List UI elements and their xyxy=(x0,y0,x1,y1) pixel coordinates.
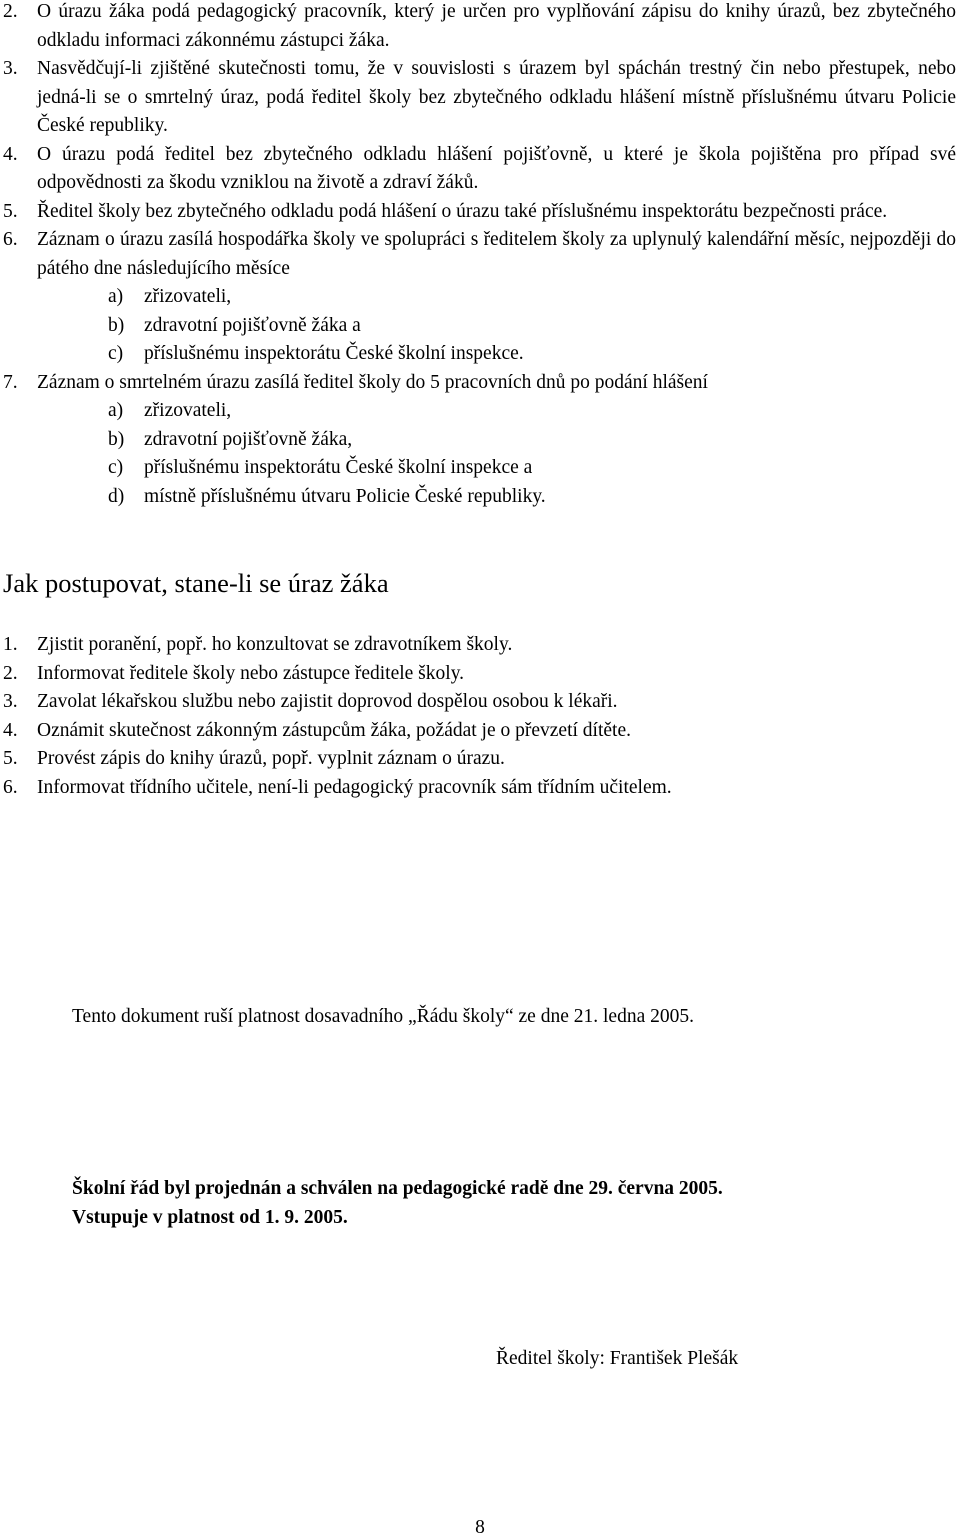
step-number: 1. xyxy=(3,634,18,655)
step-number: 3. xyxy=(3,691,18,712)
section-heading: Jak postupovat, stane-li se úraz žáka xyxy=(3,568,389,598)
rule-text: O úrazu podá ředitel bez zbytečného odkladu hlášení pojišťovně, u které je škola pojištěna pro případ své odpovědnosti za škodu vzniklou na životě a zdraví žáků. xyxy=(37,143,956,193)
subitem-letter: d) xyxy=(108,485,125,507)
approval-statement xyxy=(72,1175,723,1232)
rule-7-subitem-c xyxy=(0,454,960,483)
step-text: Zavolat lékařskou službu nebo zajistit doprovod dospělou osobou k lékaři. xyxy=(37,691,618,712)
rule-item-5 xyxy=(0,198,960,227)
subitem-text: zdravotní pojišťovně žáka a xyxy=(144,314,361,336)
step-item xyxy=(0,774,960,803)
subitem-text: zřizovateli, xyxy=(144,286,232,307)
rule-text: O úrazu žáka podá pedagogický pracovník, který je určen pro vyplňování zápisu do knihy úrazů, bez zbytečného odkladu informaci zákonnému zástupci žáka. xyxy=(37,1,956,51)
step-item xyxy=(0,717,960,746)
rule-item-7 xyxy=(0,369,960,398)
effective-date-line: Vstupuje v platnost od 1. 9. 2005. xyxy=(72,1206,348,1228)
rule-text: Nasvědčují-li zjištěné skutečnosti tomu, že v souvislosti s úrazem byl spáchán trestný čin nebo přestupek, nebo jedná-li se o smrtelný úraz, podá ředitel školy bez zbytečného odkladu hlášení místně příslušnému útvaru Policie České republiky. xyxy=(37,58,956,136)
rule-item-6 xyxy=(0,226,960,283)
step-item xyxy=(0,660,960,689)
subitem-letter: a) xyxy=(108,286,124,307)
subitem-text: zdravotní pojišťovně žáka, xyxy=(144,428,353,450)
rule-number: 3. xyxy=(3,58,18,79)
validity-note: Tento dokument ruší platnost dosavadního „Řádu školy“ ze dne 21. ledna 2005. xyxy=(72,1006,694,1027)
rule-7-subitem-b xyxy=(0,426,960,455)
steps-list xyxy=(0,631,960,802)
step-number: 6. xyxy=(3,776,18,798)
rule-number: 4. xyxy=(3,143,18,165)
subitem-letter: c) xyxy=(108,457,124,478)
step-item xyxy=(0,631,960,660)
subitem-letter: b) xyxy=(108,314,125,336)
rule-number: 7. xyxy=(3,371,18,393)
step-text: Oznámit skutečnost zákonným zástupcům žáka, požádat je o převzetí dítěte. xyxy=(37,719,631,741)
rule-item-4 xyxy=(0,141,960,198)
rule-7-subitem-d xyxy=(0,483,960,512)
step-item xyxy=(0,745,960,774)
step-text: Provést zápis do knihy úrazů, popř. vyplnit záznam o úrazu. xyxy=(37,748,505,769)
step-number: 5. xyxy=(3,748,18,769)
step-text: Informovat ředitele školy nebo zástupce ředitele školy. xyxy=(37,662,465,684)
step-item xyxy=(0,688,960,717)
rule-text: Záznam o smrtelném úrazu zasílá ředitel školy do 5 pracovních dnů po podání hlášení xyxy=(37,371,708,393)
rule-text: Záznam o úrazu zasílá hospodářka školy ve spolupráci s ředitelem školy za uplynulý kalendářní měsíc, nejpozději do pátého dne následujícího měsíce xyxy=(37,229,956,279)
step-number: 2. xyxy=(3,662,18,684)
rule-item-2 xyxy=(0,0,960,55)
subitem-text: příslušnému inspektorátu České školní inspekce. xyxy=(144,343,524,364)
subitem-text: příslušnému inspektorátu České školní inspekce a xyxy=(144,457,533,478)
step-text: Zjistit poranění, popř. ho konzultovat se zdravotníkem školy. xyxy=(37,634,513,655)
step-text: Informovat třídního učitele, není-li pedagogický pracovník sám třídním učitelem. xyxy=(37,776,672,798)
rule-7-subitem-a xyxy=(0,397,960,426)
subitem-text: zřizovateli, xyxy=(144,400,232,421)
rule-6-subitem-a xyxy=(0,283,960,312)
rules-list xyxy=(0,0,960,511)
subitem-text: místně příslušnému útvaru Policie České republiky. xyxy=(144,485,546,507)
approval-line: Školní řád byl projednán a schválen na pedagogické radě dne 29. června 2005. xyxy=(72,1178,723,1199)
subitem-letter: b) xyxy=(108,428,125,450)
rule-6-subitem-c xyxy=(0,340,960,369)
rule-item-3 xyxy=(0,55,960,141)
subitem-letter: a) xyxy=(108,400,124,421)
subitem-letter: c) xyxy=(108,343,124,364)
rule-number: 5. xyxy=(3,200,18,222)
step-number: 4. xyxy=(3,719,18,741)
signature: Ředitel školy: František Plešák xyxy=(496,1348,739,1369)
rule-number: 6. xyxy=(3,229,18,250)
rule-6-subitem-b xyxy=(0,312,960,341)
page-number: 8 xyxy=(475,1517,485,1538)
rule-text: Ředitel školy bez zbytečného odkladu podá hlášení o úrazu také příslušnému inspektorátu bezpečnosti práce. xyxy=(37,200,888,222)
rule-number: 2. xyxy=(3,1,18,22)
